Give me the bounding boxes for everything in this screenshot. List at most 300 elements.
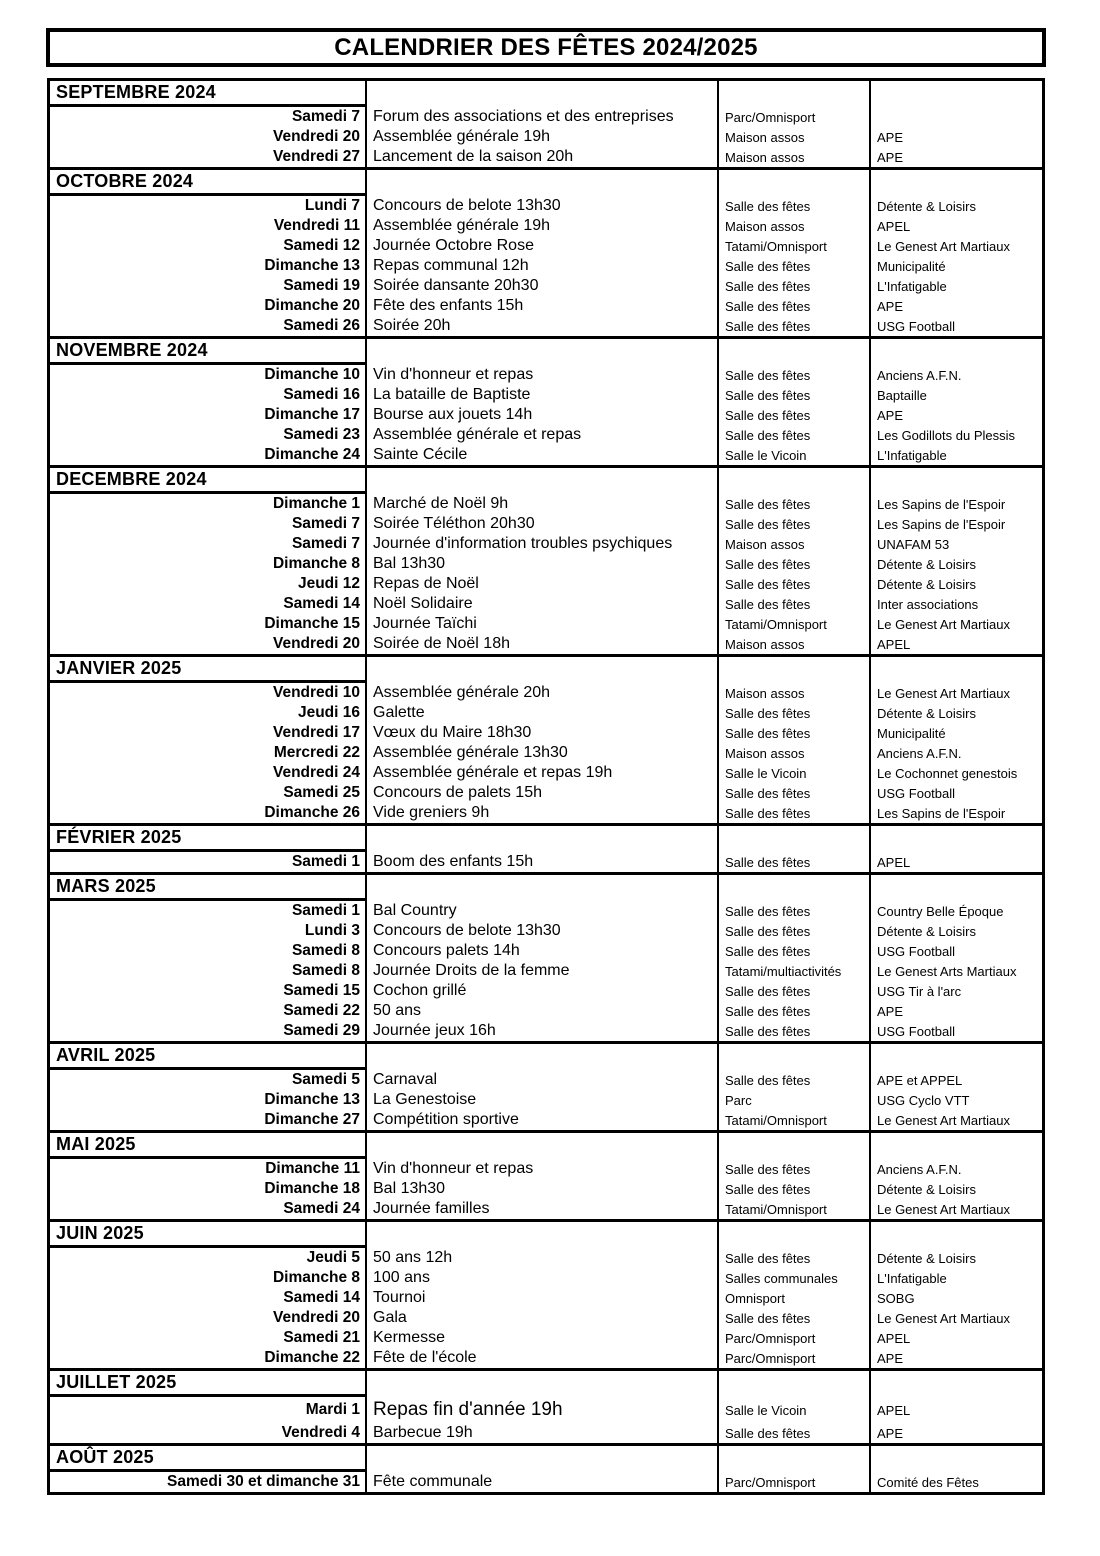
event-location: Salle des fêtes	[717, 1070, 869, 1090]
event-location: Salle des fêtes	[717, 425, 869, 445]
event-date: Samedi 23	[283, 426, 360, 443]
event-row	[50, 445, 1042, 465]
event-location: Salle des fêtes	[717, 385, 869, 405]
event-date: Dimanche 1	[272, 495, 360, 512]
event-name: Assemblée générale 19h	[365, 127, 717, 147]
month-header-spacer	[717, 826, 869, 852]
month-header-spacer	[365, 1222, 717, 1248]
event-name: 50 ans	[365, 1001, 717, 1021]
event-location: Salle des fêtes	[717, 196, 869, 216]
event-location: Salle des fêtes	[717, 574, 869, 594]
month-header-row	[50, 468, 1042, 494]
event-row	[50, 316, 1042, 336]
event-row	[50, 1110, 1042, 1130]
event-date: Samedi 26	[283, 317, 360, 334]
event-location: Salle des fêtes	[717, 494, 869, 514]
event-organizer: APEL	[869, 1328, 1042, 1348]
event-date: Vendredi 10	[272, 684, 360, 701]
event-organizer: Les Sapins de l'Espoir	[869, 514, 1042, 534]
month-header-spacer	[365, 1044, 717, 1070]
event-organizer: Country Belle Époque	[869, 901, 1042, 921]
event-organizer: APE	[869, 147, 1042, 167]
event-organizer: APE	[869, 296, 1042, 316]
month-header-spacer	[869, 81, 1042, 107]
event-row	[50, 554, 1042, 574]
event-date: Vendredi 20	[272, 128, 360, 145]
month-header-spacer	[717, 1222, 869, 1248]
event-organizer: Détente & Loisirs	[869, 554, 1042, 574]
event-location: Salle des fêtes	[717, 1001, 869, 1021]
event-row	[50, 941, 1042, 961]
page-title: CALENDRIER DES FÊTES 2024/2025	[334, 33, 758, 61]
event-name: Concours de belote 13h30	[365, 921, 717, 941]
event-name: Fête de l'école	[365, 1348, 717, 1368]
event-location: Salle des fêtes	[717, 941, 869, 961]
month-header-spacer	[869, 170, 1042, 196]
event-organizer: Comité des Fêtes	[869, 1472, 1042, 1492]
month-header: FÉVRIER 2025	[50, 826, 365, 852]
event-location: Parc/Omnisport	[717, 1348, 869, 1368]
event-row	[50, 1179, 1042, 1199]
month-section	[50, 654, 1042, 823]
event-organizer: APE et APPEL	[869, 1070, 1042, 1090]
event-row	[50, 196, 1042, 216]
event-name: Assemblée générale et repas	[365, 425, 717, 445]
month-section	[50, 1443, 1042, 1492]
event-name: Cochon grillé	[365, 981, 717, 1001]
event-location: Salle des fêtes	[717, 594, 869, 614]
event-organizer: Détente & Loisirs	[869, 1179, 1042, 1199]
month-section	[50, 872, 1042, 1041]
event-organizer: Les Sapins de l'Espoir	[869, 494, 1042, 514]
event-location: Salle des fêtes	[717, 1021, 869, 1041]
event-organizer: L'Infatigable	[869, 276, 1042, 296]
event-organizer	[869, 107, 1042, 127]
event-location: Tatami/Omnisport	[717, 1199, 869, 1219]
event-row	[50, 1159, 1042, 1179]
event-organizer: USG Cyclo VTT	[869, 1090, 1042, 1110]
event-date: Vendredi 27	[272, 148, 360, 165]
month-header: MARS 2025	[50, 875, 365, 901]
event-date: Samedi 19	[283, 277, 360, 294]
event-date: Samedi 7	[291, 535, 360, 552]
event-date: Samedi 14	[283, 595, 360, 612]
event-date: Dimanche 22	[264, 1349, 360, 1366]
month-header-spacer	[869, 1446, 1042, 1472]
event-row	[50, 216, 1042, 236]
event-location: Parc	[717, 1090, 869, 1110]
event-row	[50, 1472, 1042, 1492]
month-section	[50, 336, 1042, 465]
event-location: Salle des fêtes	[717, 405, 869, 425]
event-organizer: Détente & Loisirs	[869, 574, 1042, 594]
month-header: DECEMBRE 2024	[50, 468, 365, 494]
month-section	[50, 1368, 1042, 1443]
event-location: Salle des fêtes	[717, 901, 869, 921]
month-header-row	[50, 339, 1042, 365]
month-header-spacer	[365, 1446, 717, 1472]
event-row	[50, 1288, 1042, 1308]
event-organizer: Municipalité	[869, 256, 1042, 276]
event-location: Maison assos	[717, 743, 869, 763]
event-location: Tatami/multiactivités	[717, 961, 869, 981]
event-name: Noël Solidaire	[365, 594, 717, 614]
event-date: Mardi 1	[305, 1401, 360, 1418]
event-name: 100 ans	[365, 1268, 717, 1288]
event-organizer: USG Football	[869, 783, 1042, 803]
month-header-spacer	[717, 1133, 869, 1159]
event-date: Mercredi 22	[273, 744, 360, 761]
month-header-row	[50, 1133, 1042, 1159]
event-name: Journée jeux 16h	[365, 1021, 717, 1041]
event-organizer: Le Cochonnet genestois	[869, 763, 1042, 783]
event-name: Bal 13h30	[365, 554, 717, 574]
event-organizer: Le Genest Art Martiaux	[869, 614, 1042, 634]
event-name: Lancement de la saison 20h	[365, 147, 717, 167]
event-row	[50, 763, 1042, 783]
event-name: Fête communale	[365, 1472, 717, 1492]
month-header: JUILLET 2025	[50, 1371, 365, 1397]
event-organizer: L'Infatigable	[869, 1268, 1042, 1288]
event-organizer: Détente & Loisirs	[869, 921, 1042, 941]
event-location: Salle des fêtes	[717, 723, 869, 743]
event-name: Bal 13h30	[365, 1179, 717, 1199]
event-organizer: Anciens A.F.N.	[869, 743, 1042, 763]
month-header: AOÛT 2025	[50, 1446, 365, 1472]
event-name: Concours de belote 13h30	[365, 196, 717, 216]
calendar-table	[47, 78, 1045, 1495]
event-organizer: Baptaille	[869, 385, 1042, 405]
month-header-spacer	[365, 81, 717, 107]
month-header-spacer	[869, 875, 1042, 901]
event-row	[50, 852, 1042, 872]
event-location: Salle des fêtes	[717, 783, 869, 803]
event-row	[50, 634, 1042, 654]
event-name: La bataille de Baptiste	[365, 385, 717, 405]
event-name: Boom des enfants 15h	[365, 852, 717, 872]
event-location: Salle le Vicoin	[717, 1397, 869, 1423]
month-header: SEPTEMBRE 2024	[50, 81, 365, 107]
event-name: Compétition sportive	[365, 1110, 717, 1130]
event-name: Tournoi	[365, 1288, 717, 1308]
event-date: Vendredi 20	[272, 635, 360, 652]
event-row	[50, 1308, 1042, 1328]
event-date: Samedi 22	[283, 1002, 360, 1019]
event-location: Salle des fêtes	[717, 1423, 869, 1443]
event-date: Dimanche 13	[264, 1091, 360, 1108]
event-organizer: Le Genest Art Martiaux	[869, 1308, 1042, 1328]
event-organizer: Les Godillots du Plessis	[869, 425, 1042, 445]
event-organizer: Le Genest Art Martiaux	[869, 1199, 1042, 1219]
event-date: Samedi 8	[291, 962, 360, 979]
event-name: Gala	[365, 1308, 717, 1328]
event-name: Repas de Noël	[365, 574, 717, 594]
month-header-row	[50, 826, 1042, 852]
event-organizer: Le Genest Arts Martiaux	[869, 961, 1042, 981]
event-row	[50, 1001, 1042, 1021]
event-date: Samedi 1	[291, 853, 360, 870]
event-date: Dimanche 26	[264, 804, 360, 821]
event-organizer: Inter associations	[869, 594, 1042, 614]
event-date: Dimanche 15	[264, 615, 360, 632]
event-organizer: SOBG	[869, 1288, 1042, 1308]
month-header-spacer	[717, 1371, 869, 1397]
event-name: Marché de Noël 9h	[365, 494, 717, 514]
event-organizer: USG Football	[869, 1021, 1042, 1041]
event-location: Parc/Omnisport	[717, 107, 869, 127]
event-location: Salles communales	[717, 1268, 869, 1288]
event-row	[50, 683, 1042, 703]
event-date: Vendredi 4	[281, 1424, 360, 1441]
month-header-spacer	[717, 1446, 869, 1472]
month-header: JANVIER 2025	[50, 657, 365, 683]
event-date: Jeudi 12	[297, 575, 360, 592]
event-date: Samedi 30 et dimanche 31	[167, 1473, 360, 1490]
event-row	[50, 127, 1042, 147]
event-date: Dimanche 8	[272, 1269, 360, 1286]
event-row	[50, 783, 1042, 803]
event-date: Vendredi 20	[272, 1309, 360, 1326]
event-date: Jeudi 16	[297, 704, 360, 721]
month-header-row	[50, 1446, 1042, 1472]
event-location: Salle des fêtes	[717, 1248, 869, 1268]
event-organizer: APEL	[869, 216, 1042, 236]
event-location: Salle des fêtes	[717, 921, 869, 941]
month-header-spacer	[365, 339, 717, 365]
event-organizer: APEL	[869, 1397, 1042, 1423]
event-name: Carnaval	[365, 1070, 717, 1090]
month-header-row	[50, 657, 1042, 683]
event-organizer: USG Tir à l'arc	[869, 981, 1042, 1001]
event-date: Lundi 7	[304, 197, 360, 214]
event-name: Soirée de Noël 18h	[365, 634, 717, 654]
event-row	[50, 1090, 1042, 1110]
event-date: Samedi 21	[283, 1329, 360, 1346]
event-name: La Genestoise	[365, 1090, 717, 1110]
month-header-spacer	[365, 1371, 717, 1397]
event-location: Salle des fêtes	[717, 852, 869, 872]
month-header-spacer	[717, 81, 869, 107]
event-row	[50, 365, 1042, 385]
month-header-spacer	[365, 826, 717, 852]
event-date: Vendredi 24	[272, 764, 360, 781]
event-organizer: APE	[869, 405, 1042, 425]
event-organizer: APE	[869, 1423, 1042, 1443]
event-organizer: Les Sapins de l'Espoir	[869, 803, 1042, 823]
month-header-row	[50, 1222, 1042, 1248]
event-row	[50, 1021, 1042, 1041]
event-row	[50, 534, 1042, 554]
event-name: Journée d'information troubles psychiques	[365, 534, 717, 554]
month-section	[50, 465, 1042, 654]
event-date: Dimanche 27	[264, 1111, 360, 1128]
event-organizer: Le Genest Art Martiaux	[869, 236, 1042, 256]
month-header-spacer	[869, 657, 1042, 683]
event-location: Salle des fêtes	[717, 554, 869, 574]
event-row	[50, 514, 1042, 534]
event-row	[50, 1348, 1042, 1368]
event-name: Concours de palets 15h	[365, 783, 717, 803]
month-header-spacer	[365, 468, 717, 494]
month-section	[50, 1041, 1042, 1130]
event-location: Tatami/Omnisport	[717, 1110, 869, 1130]
event-name: Vin d'honneur et repas	[365, 1159, 717, 1179]
event-row	[50, 405, 1042, 425]
event-location: Salle des fêtes	[717, 1308, 869, 1328]
event-date: Jeudi 5	[306, 1249, 360, 1266]
month-header-spacer	[717, 339, 869, 365]
event-date: Vendredi 11	[273, 217, 360, 234]
event-location: Parc/Omnisport	[717, 1328, 869, 1348]
month-header-spacer	[717, 468, 869, 494]
event-row	[50, 1328, 1042, 1348]
event-name: Assemblée générale 19h	[365, 216, 717, 236]
event-location: Salle des fêtes	[717, 276, 869, 296]
event-name: Bal Country	[365, 901, 717, 921]
event-date: Dimanche 11	[265, 1160, 360, 1177]
event-date: Dimanche 10	[264, 366, 360, 383]
month-header: OCTOBRE 2024	[50, 170, 365, 196]
event-row	[50, 1268, 1042, 1288]
event-location: Salle le Vicoin	[717, 445, 869, 465]
month-header-spacer	[869, 1222, 1042, 1248]
month-header-spacer	[869, 1133, 1042, 1159]
event-date: Samedi 8	[291, 942, 360, 959]
event-date: Samedi 1	[291, 902, 360, 919]
event-row	[50, 803, 1042, 823]
event-row	[50, 723, 1042, 743]
event-location: Salle le Vicoin	[717, 763, 869, 783]
event-location: Salle des fêtes	[717, 256, 869, 276]
event-organizer: Municipalité	[869, 723, 1042, 743]
event-date: Dimanche 20	[264, 297, 360, 314]
event-organizer: Le Genest Art Martiaux	[869, 683, 1042, 703]
event-organizer: Le Genest Art Martiaux	[869, 1110, 1042, 1130]
event-row	[50, 1199, 1042, 1219]
event-row	[50, 256, 1042, 276]
event-row	[50, 236, 1042, 256]
month-header: MAI 2025	[50, 1133, 365, 1159]
event-date: Samedi 7	[291, 108, 360, 125]
event-organizer: USG Football	[869, 316, 1042, 336]
event-row	[50, 961, 1042, 981]
event-row	[50, 703, 1042, 723]
event-name: Journée Droits de la femme	[365, 961, 717, 981]
month-header-spacer	[869, 826, 1042, 852]
event-date: Samedi 24	[283, 1200, 360, 1217]
month-header-spacer	[365, 170, 717, 196]
event-row	[50, 594, 1042, 614]
event-date: Dimanche 17	[264, 406, 360, 423]
event-row	[50, 276, 1042, 296]
event-row	[50, 385, 1042, 405]
month-header: AVRIL 2025	[50, 1044, 365, 1070]
event-organizer: UNAFAM 53	[869, 534, 1042, 554]
event-location: Maison assos	[717, 534, 869, 554]
event-location: Salle des fêtes	[717, 1179, 869, 1199]
event-location: Tatami/Omnisport	[717, 614, 869, 634]
event-date: Samedi 15	[283, 982, 360, 999]
event-organizer: Détente & Loisirs	[869, 196, 1042, 216]
event-location: Maison assos	[717, 683, 869, 703]
event-name: Barbecue 19h	[365, 1423, 717, 1443]
event-organizer: APEL	[869, 634, 1042, 654]
event-name: Sainte Cécile	[365, 445, 717, 465]
event-name: Vide greniers 9h	[365, 803, 717, 823]
event-organizer: APE	[869, 127, 1042, 147]
event-name: Forum des associations et des entreprises	[365, 107, 717, 127]
event-date: Dimanche 24	[264, 446, 360, 463]
month-header-spacer	[717, 170, 869, 196]
event-location: Salle des fêtes	[717, 803, 869, 823]
event-row	[50, 425, 1042, 445]
month-header-spacer	[869, 339, 1042, 365]
event-organizer: Anciens A.F.N.	[869, 365, 1042, 385]
month-header-spacer	[717, 657, 869, 683]
event-name: Journée Octobre Rose	[365, 236, 717, 256]
month-section	[50, 1130, 1042, 1219]
event-name: Assemblée générale et repas 19h	[365, 763, 717, 783]
event-location: Salle des fêtes	[717, 703, 869, 723]
month-header-spacer	[365, 657, 717, 683]
event-date: Samedi 29	[283, 1022, 360, 1039]
event-location: Salle des fêtes	[717, 981, 869, 1001]
event-name: Assemblée générale 13h30	[365, 743, 717, 763]
month-header-row	[50, 1371, 1042, 1397]
event-name: Assemblée générale 20h	[365, 683, 717, 703]
event-location: Parc/Omnisport	[717, 1472, 869, 1492]
event-date: Dimanche 18	[264, 1180, 360, 1197]
event-name: Soirée Téléthon 20h30	[365, 514, 717, 534]
event-name: Journée Taïchi	[365, 614, 717, 634]
month-header-spacer	[717, 875, 869, 901]
month-header-spacer	[717, 1044, 869, 1070]
event-date: Dimanche 13	[264, 257, 360, 274]
event-organizer: Anciens A.F.N.	[869, 1159, 1042, 1179]
month-header-spacer	[365, 1133, 717, 1159]
month-header: NOVEMBRE 2024	[50, 339, 365, 365]
month-section	[50, 823, 1042, 872]
event-location: Maison assos	[717, 216, 869, 236]
event-row	[50, 1423, 1042, 1443]
month-header: JUIN 2025	[50, 1222, 365, 1248]
event-name: Vœux du Maire 18h30	[365, 723, 717, 743]
event-organizer: APE	[869, 1001, 1042, 1021]
event-location: Salle des fêtes	[717, 514, 869, 534]
event-name: Kermesse	[365, 1328, 717, 1348]
event-location: Maison assos	[717, 634, 869, 654]
event-row	[50, 107, 1042, 127]
event-date: Dimanche 8	[272, 555, 360, 572]
month-header-spacer	[869, 1044, 1042, 1070]
event-name: Soirée 20h	[365, 316, 717, 336]
event-date: Samedi 12	[283, 237, 360, 254]
event-location: Salle des fêtes	[717, 296, 869, 316]
event-name: 50 ans 12h	[365, 1248, 717, 1268]
event-date: Samedi 16	[283, 386, 360, 403]
event-location: Tatami/Omnisport	[717, 236, 869, 256]
month-header-spacer	[869, 468, 1042, 494]
event-location: Salle des fêtes	[717, 1159, 869, 1179]
event-row	[50, 981, 1042, 1001]
month-section	[50, 1219, 1042, 1368]
event-date: Vendredi 17	[272, 724, 360, 741]
month-header-row	[50, 1044, 1042, 1070]
event-row	[50, 1248, 1042, 1268]
event-date: Samedi 5	[291, 1071, 360, 1088]
event-name: Galette	[365, 703, 717, 723]
event-row	[50, 494, 1042, 514]
